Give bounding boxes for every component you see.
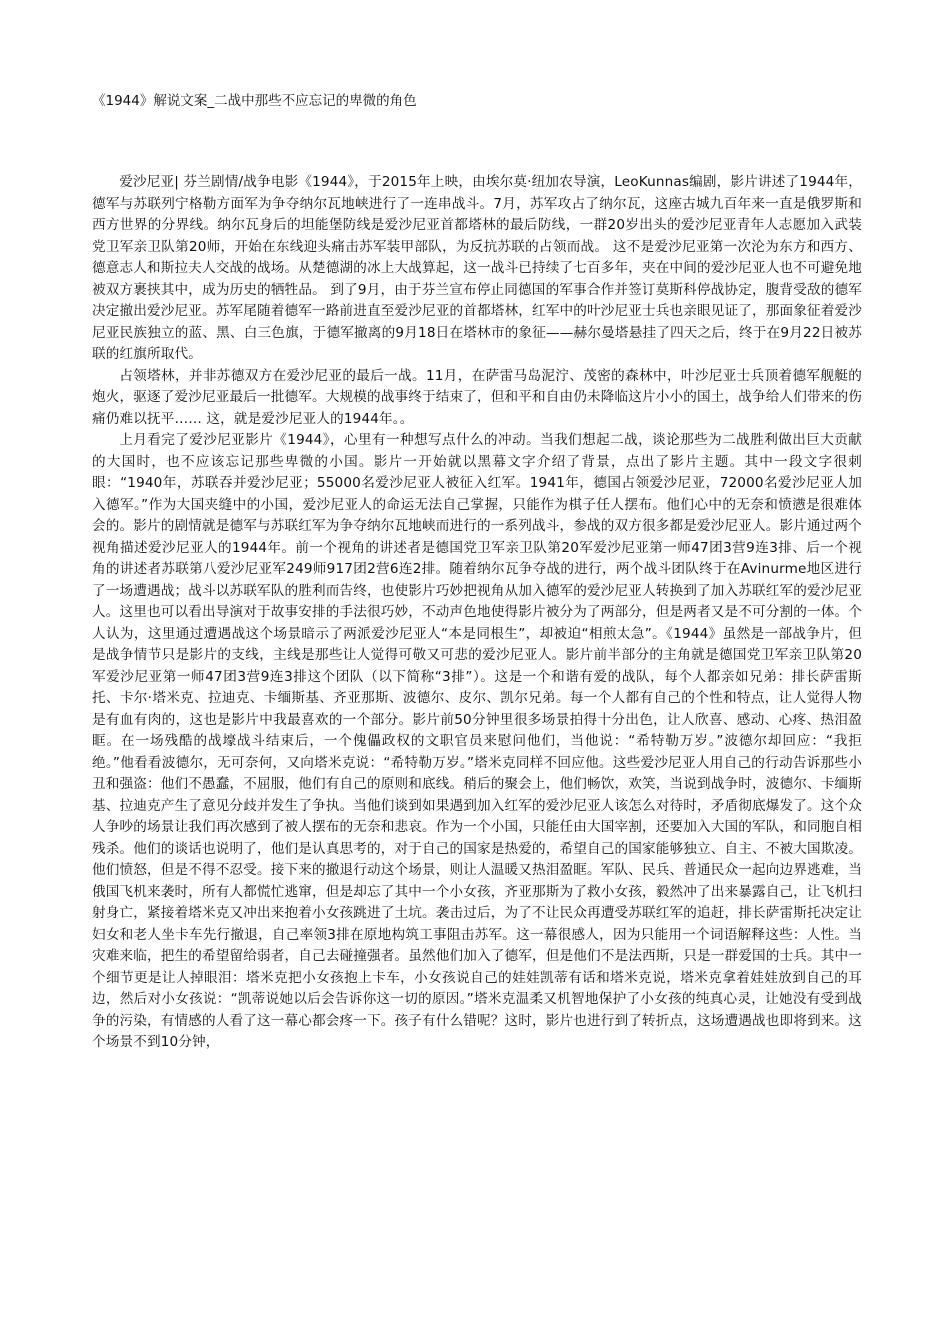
paragraph: 上月看完了爱沙尼亚影片《1944》，心里有一种想写点什么的冲动。当我们想起二战，谈论那些为二战胜利做出巨大贡献的大国时，也不应该忘记那些卑微的小国。影片一开始就以黑幕文字介绍了背景，点出了影片主题。其中一段文字很刺眼：“1940年，苏联吞并爱沙尼亚；55000名爱沙尼亚人被征入红军。1941年，德国占领爱沙尼亚，72000名爱沙尼亚人加入德军。”作为大国夹缝中的小国，爱沙尼亚人的命运无法自己掌握，只能作为棋子任人摆布。他们心中的无奈和愤懑是很难体会的。影片的剧情就是德军与苏联红军为争夺纳尔瓦地峡而进行的一系列战斗，参战的双方很多都是爱沙尼亚人。影片通过两个视角描述爱沙尼亚人的1944年。前一个视角的讲述者是德国党卫军亲卫队第20军爱沙尼亚第一师47团3营9连3排、后一个视角的讲述者苏联第八爱沙尼亚军249师917团2营6连2排。随着纳尔瓦争夺战的进行，两个战斗团队终于在Avinurme地区进行了一场遭遇战；战斗以苏联军队的胜利而告终，也使影片巧妙把视角从加入德军的爱沙尼亚人转换到了加入苏联红军的爱沙尼亚人。这里也可以看出导演对于故事安排的手法很巧妙，不动声色地使得影片被分为了两部分，但是两者又是不可分割的一体。个人认为，这里通过遭遇战这个场景暗示了两派爱沙尼亚人“本是同根生”，却被迫“相煎太急”。《1944》虽然是一部战争片，但是战争情节只是影片的支线，主线是那些让人觉得可敬又可悲的爱沙尼亚人。影片前半部分的主角就是德国党卫军亲卫队第20军爱沙尼亚第一师47团3营9连3排这个团队（以下简称“3排”）。这是一个和谐有爱的战队，每个人都亲如兄弟：排长萨雷斯托、卡尔·塔米克、拉迪克、卡缅斯基、齐亚那斯、波德尔、皮尔、凯尔兄弟。每一个人都有自己的个性和特点，让人觉得人物是有血有肉的，这也是影片中我最喜欢的一个部分。影片前50分钟里很多场景拍得十分出色，让人欣喜、感动、心疼、热泪盈眶。在一场残酷的战壕战斗结束后，一个傀儡政权的文职官员来慰问他们，当他说：“希特勒万岁。”波德尔却回应：“我拒绝。”他看看波德尔，无可奈何，又向塔米克说：“希特勒万岁。”塔米克同样不回应他。这些爱沙尼亚人用自己的行动告诉那些小丑和强盗：他们不愚蠢，不屈服，他们有自己的原则和底线。稍后的聚会上，他们畅饮，欢笑，当说到战争时，波德尔、卡缅斯基、拉迪克产生了意见分歧并发生了争执。当他们谈到如果遇到加入红军的爱沙尼亚人该怎么对待时，矛盾彻底爆发了。这个众人争吵的场景让我们再次感到了被人摆布的无奈和悲哀。作为一个小国，只能任由大国宰割，还要加入大国的军队，和同胞自相残杀。他们的谈话也说明了，他们是认真思考的，对于自己的国家是热爱的，希望自己的国家能够独立、自主、不被大国欺凌。他们愤怒，但是不得不忍受。接下来的撤退行动这个场景，则让人温暖又热泪盈眶。军队、民兵、普通民众一起向边界逃难，当俄国飞机来袭时，所有人都慌忙逃窜，但是却忘了其中一个小女孩，齐亚那斯为了救小女孩，毅然冲了出来暴露自己，让飞机扫射身亡，紧接着塔米克又冲出来抱着小女孩跳进了土坑。袭击过后，为了不让民众再遭受苏联红军的追赶，排长萨雷斯托决定让妇女和老人坐卡车先行撤退，自己率领3排在原地构筑工事阻击苏军。这一幕很感人，因为只能用一个词语解释这些：人性。当灾难来临，把生的希望留给弱者，自己去碰撞强者。虽然他们加入了德军，但是他们不是法西斯，只是一群爱国的士兵。其中一个细节更是让人掉眼泪：塔米克把小女孩抱上卡车，小女孩说自己的娃娃凯蒂有话和塔米克说，塔米克拿着娃娃放到自己的耳边，然后对小女孩说：“凯蒂说她以后会告诉你这一切的原因。”塔米克温柔又机智地保护了小女孩的纯真心灵，让她没有受到战争的污染，有情感的人看了这一幕心都会疼一下。孩子有什么错呢？这时，影片也进行到了转折点，这场遭遇战也即将到来。这个场景不到10分钟， <box>92 432 862 1050</box>
paragraph: 占领塔林，并非苏德双方在爱沙尼亚的最后一战。11月，在萨雷马岛泥泞、茂密的森林中，叶沙尼亚士兵顶着德军舰艇的炮火，驱逐了爱沙尼亚最后一批德军。大规模的战事终于结束了，但和平和自由仍未降临这片小小的国土，战争给人们带来的伤痛仍难以抚平…… 这，就是爱沙尼亚人的1944年。。 <box>92 367 862 427</box>
paragraph: 爱沙尼亚| 芬兰剧情/战争电影《1944》，于2015年上映，由埃尔莫·纽加农导演，LeoKunnas编剧，影片讲述了1944年，德军与苏联列宁格勒方面军为争夺纳尔瓦地峡进行了一连串战斗。7月，苏军攻占了纳尔瓦，这座古城九百年来一直是俄罗斯和西方世界的分界线。纳尔瓦身后的坦能堡防线是爱沙尼亚首都塔林的最后防线，一群20岁出头的爱沙尼亚青年人志愿加入武装党卫军亲卫队第20师，开始在东线迎头痛击苏军装甲部队，为反抗苏联的占领而战。 这不是爱沙尼亚第一次沦为东方和西方、德意志人和斯拉夫人交战的战场。从楚德湖的冰上大战算起，这一战斗已持续了七百多年，夹在中间的爱沙尼亚人也不可避免地被双方裹挟其中，成为历史的牺牲品。 到了9月，由于芬兰宣布停止同德国的军事合作并签订莫斯科停战协定，腹背受敌的德军决定撤出爱沙尼亚。苏军尾随着德军一路前进直至爱沙尼亚的首都塔林，红军中的叶沙尼亚士兵也亲眼见证了，那面象征着爱沙尼亚民族独立的蓝、黑、白三色旗，于德军撤离的9月18日在塔林市的象征——赫尔曼塔悬挂了四天之后，终于在9月22日被苏联的红旗所取代。 <box>92 174 862 362</box>
article-body <box>92 172 862 1054</box>
document-title: 《1944》解说文案_二战中那些不应忘记的卑微的角色 <box>92 93 417 109</box>
